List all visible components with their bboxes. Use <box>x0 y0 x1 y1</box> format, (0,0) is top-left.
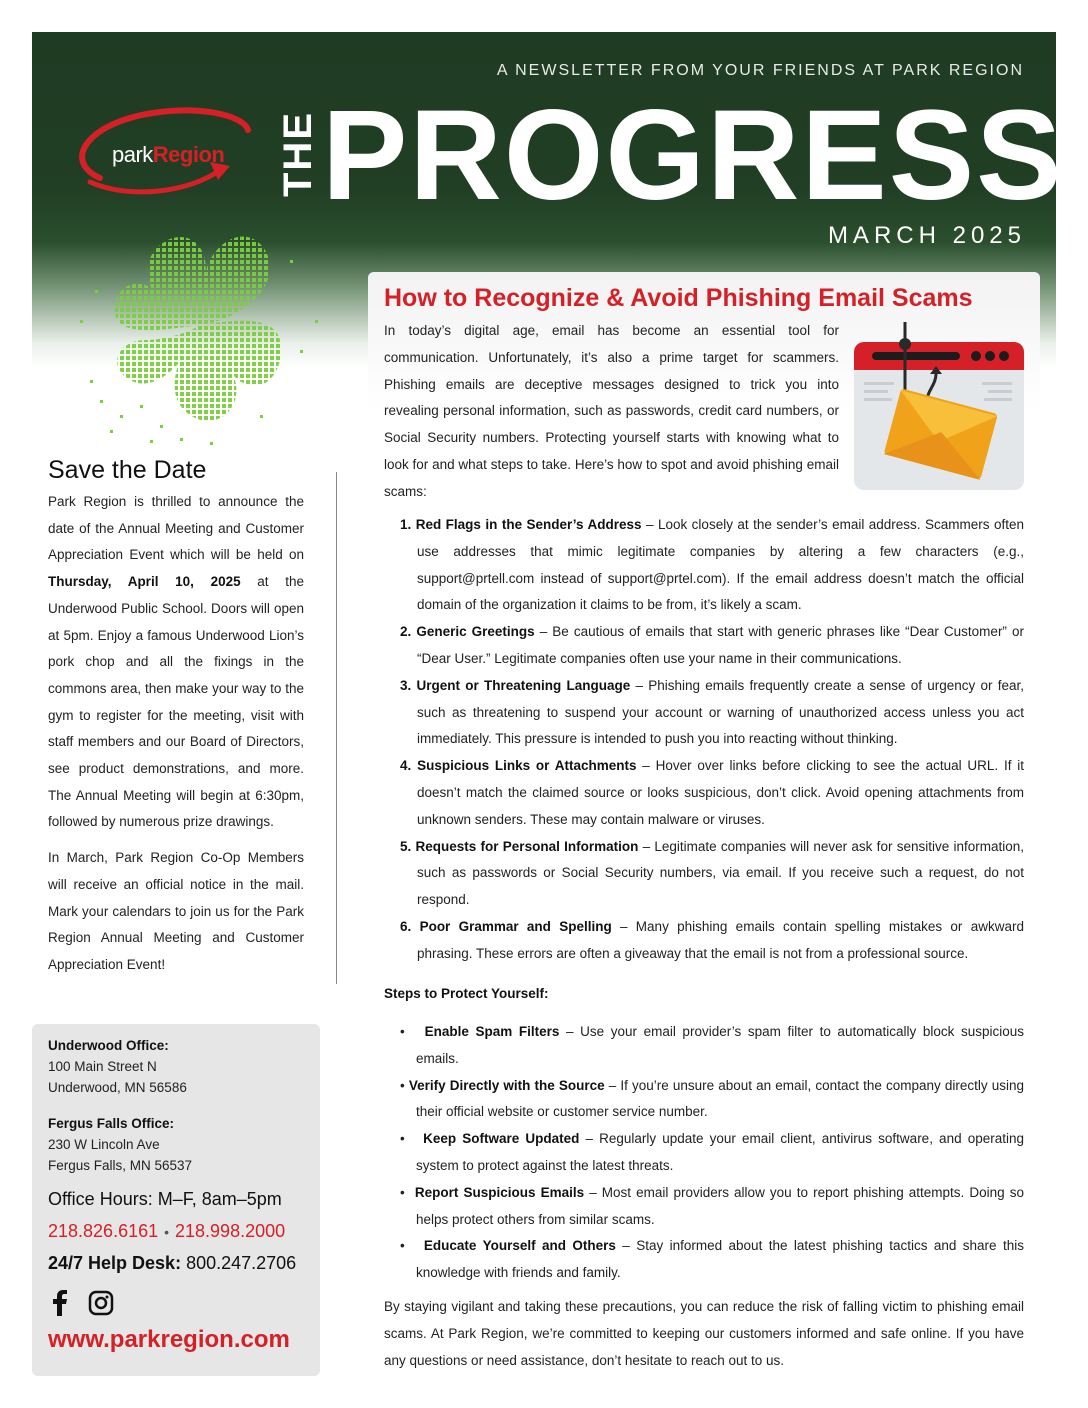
newsletter-tagline: A NEWSLETTER FROM YOUR FRIENDS AT PARK REGION <box>496 62 1024 79</box>
phone-link[interactable]: 218.998.2000 <box>175 1221 286 1241</box>
phone-numbers: 218.826.6161 • 218.998.2000 <box>48 1221 286 1241</box>
help-desk: 24/7 Help Desk: 800.247.2706 <box>48 1253 297 1273</box>
steps-heading: Steps to Protect Yourself: <box>384 986 549 1001</box>
office-address: Fergus Falls, MN 56537 <box>48 1158 193 1173</box>
facebook-icon[interactable] <box>48 1290 72 1321</box>
phishing-email-icon <box>850 322 1028 494</box>
instagram-icon[interactable] <box>88 1290 114 1321</box>
logo-text: parkRegion <box>112 142 225 167</box>
title-the: THE <box>276 111 320 197</box>
list-item: 5. Requests for Personal Information – Legitimate companies will never ask for sensitive information, such as passwords or Social Security numbers, via email. If you receive such a request, do not respond. <box>400 838 1024 908</box>
protect-steps-list <box>400 1019 1024 1287</box>
office-name: Underwood Office: <box>48 1038 169 1053</box>
list-item: 3. Urgent or Threatening Language – Phishing emails frequently create a sense of urgency or fear, such as threatening to suspend your account or warning of unauthorized access unless you act immediately. This pressure is intended to push you into reacting without thinking. <box>400 677 1024 747</box>
save-the-date-paragraph: In March, Park Region Co-Op Members will receive an official notice in the mail. Mark your calendars to join us for the Park Region Annual Meeting and Customer Appreciation Event! <box>48 850 304 972</box>
office-name: Fergus Falls Office: <box>48 1116 175 1131</box>
list-item: 6. Poor Grammar and Spelling – Many phishing emails contain spelling mistakes or awkward phrasing. These errors are often a giveaway that the email is not from a professional source. <box>400 918 1024 961</box>
list-item: • Educate Yourself and Others – Stay informed about the latest phishing tactics and share this knowledge with friends and family. <box>400 1238 1024 1281</box>
list-item: • Verify Directly with the Source – If you’re unsure about an email, contact the company directly using their official website or customer service number. <box>400 1077 1024 1120</box>
save-the-date-paragraph: Park Region is thrilled to announce the date of the Annual Meeting and Customer Appreciation Event which will be held on Thursday, April 10, 2025 at the Underwood Public School. Doors will open at 5pm. Enjoy a famous Underwood Lion’s pork chop and all the fixings in the commons area, then make your way to the gym to register for the meeting, visit with staff members and our Board of Directors, see product demonstrations, and more. The Annual Meeting will begin at 6:30pm, followed by numerous prize drawings. <box>48 494 304 830</box>
list-item: 2. Generic Greetings – Be cautious of emails that start with generic phrases like “Dear Customer” or “Dear User.” Legitimate companies often use your name in their communications. <box>400 624 1024 666</box>
save-the-date-body <box>48 489 304 988</box>
office-hours: Office Hours: M–F, 8am–5pm <box>48 1189 282 1209</box>
list-item: • Enable Spam Filters – Use your email provider’s spam filter to automatically block suspicious emails. <box>400 1024 1024 1066</box>
article-intro: In today’s digital age, email has become an essential tool for communication. Unfortunately, it’s also a prime target for scammers. Phishing emails are deceptive messages designed to trick you into revealing personal information, such as passwords, credit card numbers, or Social Security numbers. Protecting yourself starts with knowing what to look for and what steps to take. Here’s how to spot and avoid phishing email scams: <box>384 323 839 499</box>
social-links <box>48 1290 126 1318</box>
office-address: 230 W Lincoln Ave <box>48 1137 160 1152</box>
website-link[interactable]: www.parkregion.com <box>48 1326 290 1353</box>
issue-date: MARCH 2025 <box>827 222 1026 249</box>
list-item: • Keep Software Updated – Regularly update your email client, antivirus software, and operating system to protect against the latest threats. <box>400 1131 1024 1173</box>
article-title: How to Recognize & Avoid Phishing Email Scams <box>384 284 973 312</box>
shamrock-icon <box>60 200 340 450</box>
newsletter-title: PROGRESS <box>322 84 1064 227</box>
office-address: Underwood, MN 56586 <box>48 1080 187 1095</box>
list-item: • Report Suspicious Emails – Most email providers allow you to report phishing attempts. Doing so helps protect others from similar scams. <box>400 1184 1024 1227</box>
article-closing: By staying vigilant and taking these precautions, you can reduce the risk of falling victim to phishing email scams. At Park Region, we’re committed to keeping our customers informed and safe online. If you have any questions or need assistance, don’t hesitate to reach out to us. <box>384 1299 1024 1368</box>
column-divider <box>336 472 337 984</box>
phone-link[interactable]: 218.826.6161 <box>48 1221 159 1241</box>
list-item: 1. Red Flags in the Sender’s Address – Look closely at the sender’s email address. Scammers often use addresses that mimic legitimate companies by altering a few characters (e.g., support@prtell.com instead of support@prtel.com). If the email address doesn’t match the official domain of the organization it claims to be from, it’s likely a scam. <box>400 517 1024 613</box>
save-the-date-title: Save the Date <box>48 456 207 484</box>
list-item: 4. Suspicious Links or Attachments – Hover over links before clicking to see the actual URL. If it doesn’t match the claimed source or looks suspicious, don’t click. Avoid opening attachments from unknown senders. These may contain malware or viruses. <box>400 758 1024 827</box>
office-address: 100 Main Street N <box>48 1059 157 1074</box>
red-flags-list <box>400 512 1024 968</box>
